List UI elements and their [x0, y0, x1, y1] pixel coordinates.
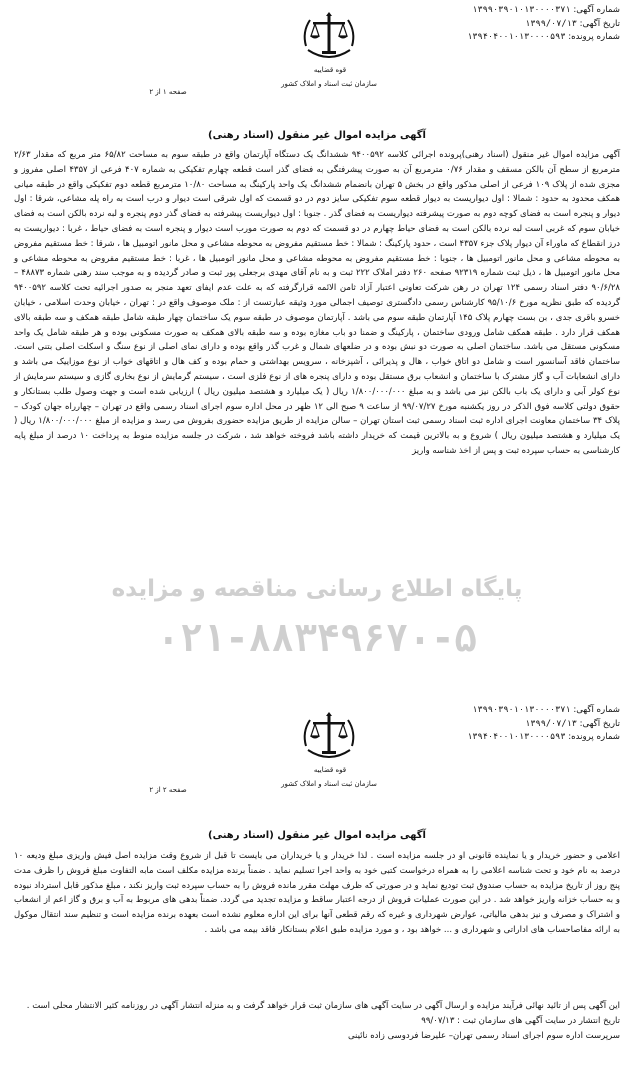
- notice-number-row: [380, 4, 620, 18]
- notice-number-value: ۱۳۹۹۰۳۹۰۱۰۱۳۰۰۰۰۳۷۱: [472, 705, 571, 715]
- notice-meta: [380, 4, 620, 45]
- page-number: صفحه ۲ از ۲: [149, 786, 187, 794]
- brand-registration-org: سازمان ثبت اسناد و املاک کشور: [281, 780, 377, 788]
- case-number-value: ۱۳۹۴۰۴۰۰۱۰۱۳۰۰۰۰۵۹۳: [467, 32, 566, 42]
- notice-body-2: اعلامی و حضور خریدار و یا نماینده قانونی او در جلسه مزایده است . لذا خریدار و یا خریداران می بایست تا قبل از شروع وقت مزایده اصل فیش واریزی مبلغ ودیعه ۱۰ درصد به نام خود و تحت شناسه اعلامی را به همراه درخواست کتبی خود به واحد اجرا تسلیم نماید . ضمناً برنده مزایده مکلف است مابه التفاوت مبلغ فروش را ظرف مدت پنج روز از تاریخ مزایده به حساب صندوق ثبت تودیع نماید و در صورتی که ظرف مهلت مقرر مانده فروش را به حساب سپرده ثبت واریز نکند ، مبلغ مذکور قابل استرداد نبوده و به حساب خزانه واریز خواهد شد . در این صورت عملیات فروش از درجه اعتبار ساقط و مزایده تجدید می گردد. ضمناً بدهی های مربوط به آب و برق و گاز اعم از انشعاب و اشتراک و مصرف و نیز بدهی مالیاتی، عوارض شهرداری و غیره که رقم قطعی آنها برای این اداره معلوم نشده است بعهده برنده مزایده است و تنظیم سند انتقال موکول به ارائه مفاصاحساب های اداراتی و شهرداری و ... خواهد بود ، و مورد مزایده طبق اعلام بستانکار فاقد بیمه می باشد .: [14, 851, 620, 935]
- notice-date-value: ۱۳۹۹/۰۷/۱۳: [525, 718, 577, 729]
- notice-number-label: شماره آگهی:: [573, 705, 620, 715]
- notice-date-row: [380, 18, 620, 32]
- notice-date-label: تاریخ آگهی:: [579, 18, 620, 29]
- page-number: صفحه ۱ از ۲: [149, 88, 187, 96]
- notice-header-2: [0, 700, 634, 805]
- case-number-row: [380, 31, 620, 45]
- notice-meta-2: [380, 704, 620, 745]
- case-number-row: [380, 731, 620, 745]
- notice-header: [0, 0, 634, 105]
- scales-of-justice-emblem-icon: [298, 6, 360, 68]
- case-number-label: شماره پرونده:: [568, 732, 620, 742]
- notice-number-label: شماره آگهی:: [573, 5, 620, 15]
- notice-title: آگهی مزایده اموال غیر منقول (اسناد رهنی): [208, 130, 426, 141]
- notice-date-label: تاریخ آگهی:: [579, 718, 620, 729]
- publish-date-line: تاریخ انتشار در سایت آگهی های سازمان ثبت : ۹۹/۰۷/۱۳: [421, 1015, 620, 1026]
- scales-of-justice-emblem-icon: [298, 706, 360, 768]
- site-publication-note: این آگهی پس از تائید نهائی فرآیند مزایده و ارسال آگهی در سایت آگهی های سازمان ثبت قرار خواهد گرفت و به منزله انتشار آگهی در روزنامه کثیر الانتشار محلی است .: [26, 1001, 620, 1011]
- brand-registration-org: سازمان ثبت اسناد و املاک کشور: [281, 80, 377, 88]
- notice-title-2: آگهی مزایده اموال غیر منقول (اسناد رهنی): [208, 830, 426, 841]
- notice-date-value: ۱۳۹۹/۰۷/۱۳: [525, 18, 577, 29]
- watermark-text: پایگاه اطلاع رسانی مناقصه و مزایده: [111, 576, 523, 602]
- notice-number-row: [380, 704, 620, 718]
- notice-number-value: ۱۳۹۹۰۳۹۰۱۰۱۳۰۰۰۰۳۷۱: [472, 5, 571, 15]
- notice-footer: [14, 999, 620, 1043]
- brand-judiciary: قوه قضاییه: [313, 766, 347, 774]
- notice-date-row: [380, 718, 620, 732]
- notice-body: آگهی مزایده اموال غیر منقول (اسناد رهنی)پرونده اجرائی کلاسه ۹۴۰۰۵۹۲ ششدانگ یک دستگاه آپارتمان واقع در طبقه سوم به مساحت ۶۵/۸۲ متر مربع که مقدار ۲/۶۳ مترمربع از سطح آن بالکن مسقف و مقدار ۰/۷۶ مترمربع آن به صورت پیشرفتگی به فضای گذر است قطعه چهارم تفکیکی به شماره ۴۰۷ فرعی از ۴۳۵۷ اصلی مفروز و مجزی شده از پلاک ۱۰۹ فرعی از اصلی مذکور واقع در بخش ۵ تهران بانضمام ششدانگ یک واحد پارکینگ به مساحت ۱۰/۸۰ مترمربع قطعه دوم تفکیکی واقع در طبقه میانی همکف محدود به حدود : شمالا : اول دیواریست به دیوار قطعه سوم تفکیکی سایز دوم در دو قسمت که اول شرقی است دیوار و درب است به راه پله مشاعی، شرقا : اول دیوار و پنجره است به فضای کوچه دوم به صورت پیشرفته دیواریست به فضای گذر . جنوبا : اول دیواریست پیشرفته به فضای گذر دوم پنجره و لبه نرده بالکن است به فضای خیابان سوم که غربی است لبه نرده بالکن است به فضای حیاط چهارم در دو قسمت که دوم به صورت مورب است دیوار و پنجره است به فضای حیاط ، غربا : دیواریست به درز انقطاع که ماوراء آن دیوار پلاک جزء ۴۳۵۷ است ، حدود پارکینگ : شمالا : خط مستقیم مفروض به محوطه مشاعی و محل مانور اتومبیل ها ، شرقا : خط مستقیم مفروض به محوطه مشاعی و محل مانور اتومبیل ها ، جنوبا : خط مستقیم مفروض به محوطه مشاعی و محل مانور اتومبیل ها ، غربا : خط مستقیم مفروض به محوطه مشاعی و محل مانور اتومبیل ها ، ذیل ثبت شماره ۹۲۳۱۹ صفحه ۲۶۰ دفتر املاک ۲۲۲ ثبت و به نام آقای مهدی برجعلی پور ثبت و صادر گردیده و به موجب سند رهنی شماره ۴۸۸۷۳ – ۹۰/۶/۲۸ دفتر اسناد رسمی ۱۲۴ تهران در رهن شرکت تعاونی اعتبار آزاد ثامن الائمه قرارگرفته که به علت عدم ایفای تعهد منجر به صدور اجرائیه تحت کلاسه ۹۴۰۰۵۹۲ گردیده که طبق نظریه مورخ ۹۵/۱۰/۶ کارشناس رسمی دادگستری توصیف اجمالی مورد وثیقه عبارتست از : ملک موصوف واقع در : تهران ، خیابان وحدت اسلامی ، خیابان خسرو باقری جدی ، بن بست چهارم پلاک ۱۴۵ آپارتمان طبقه سوم می باشد . آپارتمان موصوف در طبقه سوم یک ساختمان چهار طبقه شامل طبقه همکف و سه طبقه بالای همکف قرار دارد . طبقه همکف شامل ورودی ساختمان ، پارکینگ و ضمنا دو باب مغازه بوده و سه طبقه بالای همکف به صورت مسکونی بوده و هر طبقه شامل یک واحد مسکونی مستقل می باشد. ساختمان اصلی به صورت دو نبش بوده و در ضلعهای شمال و غرب گذر واقع بوده و دارای نمای اصلی از نوع سنگ و اسکلت اصلی بتنی است. ساختمان فاقد آسانسور است و شامل دو اتاق خواب ، هال و پذیرائی ، آشپزخانه ، سرویس بهداشتی و حمام بوده و کف هال و اتاقهای خواب از نوع موزاییک می باشد و دارای انشعابات آب و گاز مشترک با ساختمان و انشعاب برق مستقل بوده و دارای پنجره های از نوع فلزی است ، سیستم گرمایش از نوع بخاری گازی و سیستم سرمایش از نوع کولر آبی و دارای یک باب بالکن نیز می باشد و به مبلغ ۱/۸۰۰/۰۰۰/۰۰۰ ریال ( یک میلیارد و هشتصد میلیون ریال ) ارزیابی شده است و جهت وصول طلب بستانکار و حقوق دولتی کلاسه فوق الذکر در روز یکشنبه مورخ ۹۹/۰۷/۲۷ از ساعت ۹ صبح الی ۱۲ ظهر در محل اداره سوم اجرای اسناد رسمی واقع در تهران – چهارراه جهان کودک – پلاک ۳۴ ساختمان معاونت اجرای اداره ثبت اسناد رسمی ثبت استان تهران – سالن مزایده از طریق مزایده حضوری بفروش می رسد و مزایده از مبلغ ۱/۸۰۰/۰۰۰/۰۰۰ ریال ( یک میلیارد و هشتصد میلیون ریال ) شروع و به بالاترین قیمت که خریدار داشته باشد فروخته خواهد شد ، شرکت در جلسه مزایده منوط به پرداخت ۱۰ درصد از مبلغ پایه کارشناسی به حساب سپرده ثبت و پس از اخذ شناسه واریز: [14, 150, 621, 456]
- case-number-label: شماره پرونده:: [568, 32, 620, 42]
- watermark-phone: ۰۲۱-۸۸۳۴۹۶۷۰-۵: [156, 616, 478, 660]
- signature-line: سرپرست اداره سوم اجرای اسناد رسمی تهران– علیرضا فردوسی زاده نائینی: [347, 1030, 620, 1041]
- case-number-value: ۱۳۹۴۰۴۰۰۱۰۱۳۰۰۰۰۵۹۳: [467, 732, 566, 742]
- brand-judiciary: قوه قضاییه: [313, 66, 347, 74]
